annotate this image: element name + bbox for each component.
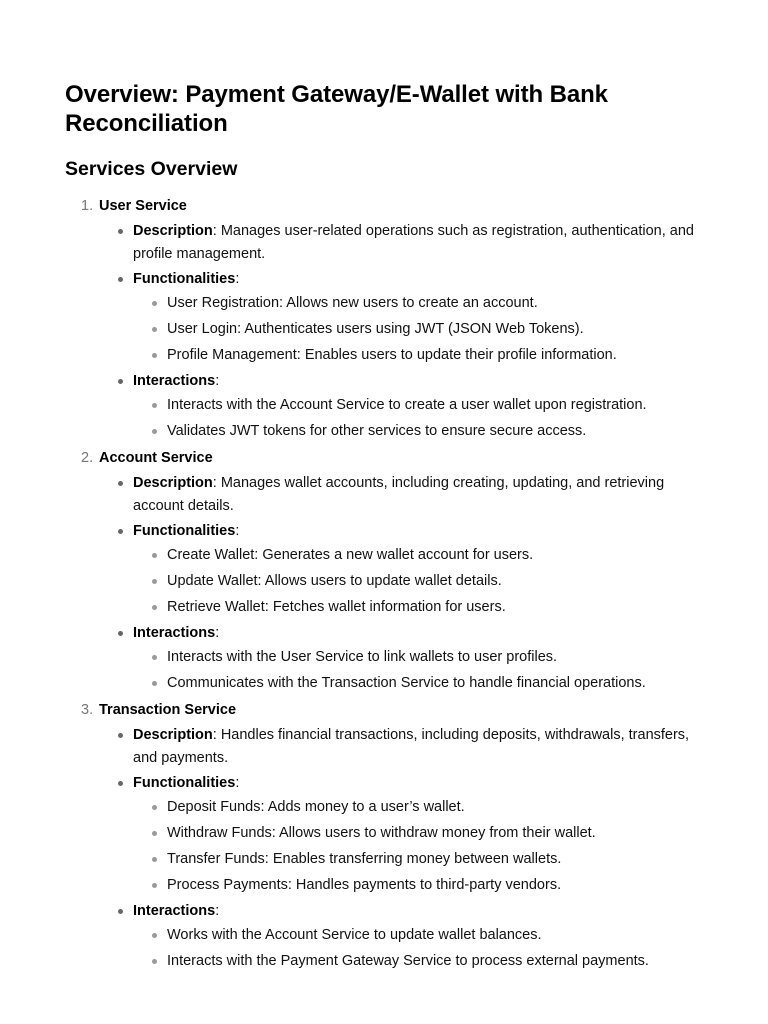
- bullet-icon: [152, 959, 157, 964]
- functionalities-list: [133, 292, 708, 367]
- service-title: Transaction Service: [99, 702, 237, 718]
- list-item-text: Interacts with the User Service to link wallets to user profiles.: [167, 649, 558, 665]
- list-item-text: Interacts with the Account Service to create a user wallet upon registration.: [167, 397, 647, 413]
- list-item: [133, 796, 708, 819]
- list-item-text: User Login: Authenticates users using JWT (JSON Web Tokens).: [167, 321, 584, 337]
- bullet-icon: [118, 529, 123, 534]
- interactions-list: [133, 924, 708, 973]
- service-title: User Service: [99, 198, 187, 214]
- list-item: [133, 394, 708, 417]
- bullet-icon: [152, 857, 157, 862]
- interactions-label: Interactions: [133, 625, 216, 641]
- label-colon: :: [235, 775, 240, 791]
- service-title: Account Service: [99, 450, 213, 466]
- description-text: : Manages user-related operations such as registration, authentication, and profile management.: [133, 223, 694, 262]
- service-item: [65, 698, 708, 973]
- functionalities-item: [99, 520, 708, 619]
- bullet-icon: [152, 933, 157, 938]
- label-colon: :: [215, 903, 220, 919]
- list-item: [133, 596, 708, 619]
- list-item-text: Profile Management: Enables users to update their profile information.: [167, 347, 617, 363]
- list-item: [133, 848, 708, 871]
- service-details: [99, 472, 708, 695]
- list-item-text: Works with the Account Service to update wallet balances.: [167, 927, 542, 943]
- list-item-text: Transfer Funds: Enables transferring money between wallets.: [167, 851, 562, 867]
- list-item: [133, 924, 708, 947]
- bullet-icon: [152, 883, 157, 888]
- description-label: Description: [133, 475, 213, 491]
- interactions-label: Interactions: [133, 373, 216, 389]
- description-label: Description: [133, 727, 213, 743]
- list-item: [133, 874, 708, 897]
- functionalities-list: [133, 796, 708, 897]
- list-item: [133, 672, 708, 695]
- functionalities-item: [99, 268, 708, 367]
- list-item-text: Process Payments: Handles payments to third-party vendors.: [167, 877, 562, 893]
- bullet-icon: [152, 805, 157, 810]
- label-colon: :: [215, 373, 220, 389]
- functionalities-label: Functionalities: [133, 271, 236, 287]
- interactions-item: [99, 370, 708, 443]
- service-item: [65, 446, 708, 695]
- functionalities-label: Functionalities: [133, 775, 236, 791]
- list-item-text: Create Wallet: Generates a new wallet account for users.: [167, 547, 534, 563]
- interactions-label: Interactions: [133, 903, 216, 919]
- interactions-list: [133, 394, 708, 443]
- list-item-text: Update Wallet: Allows users to update wallet details.: [167, 573, 502, 589]
- functionalities-label: Functionalities: [133, 523, 236, 539]
- service-number: 1.: [81, 198, 94, 214]
- list-item-text: Interacts with the Payment Gateway Service to process external payments.: [167, 953, 649, 969]
- description-item: [99, 220, 708, 266]
- description-item: [99, 724, 708, 770]
- bullet-icon: [118, 733, 123, 738]
- bullet-icon: [152, 655, 157, 660]
- service-details: [99, 724, 708, 973]
- label-colon: :: [235, 271, 240, 287]
- bullet-icon: [152, 831, 157, 836]
- interactions-list: [133, 646, 708, 695]
- description-text: : Handles financial transactions, including deposits, withdrawals, transfers, and payments.: [133, 727, 690, 766]
- service-number: 3.: [81, 702, 94, 718]
- bullet-icon: [118, 277, 123, 282]
- description-label: Description: [133, 223, 213, 239]
- functionalities-list: [133, 544, 708, 619]
- functionalities-item: [99, 772, 708, 897]
- bullet-icon: [118, 481, 123, 486]
- bullet-icon: [152, 429, 157, 434]
- list-item: [133, 292, 708, 315]
- bullet-icon: [152, 553, 157, 558]
- bullet-icon: [152, 327, 157, 332]
- list-item: [133, 950, 708, 973]
- list-item: [133, 570, 708, 593]
- service-item: [65, 194, 708, 443]
- list-item-text: Validates JWT tokens for other services to ensure secure access.: [167, 423, 587, 439]
- list-item: [133, 420, 708, 443]
- services-list: [65, 194, 708, 973]
- list-item: [133, 646, 708, 669]
- section-heading: Services Overview: [65, 158, 238, 180]
- bullet-icon: [152, 353, 157, 358]
- service-details: [99, 220, 708, 443]
- service-number: 2.: [81, 450, 94, 466]
- list-item: [133, 544, 708, 567]
- list-item-text: Withdraw Funds: Allows users to withdraw money from their wallet.: [167, 825, 596, 841]
- interactions-item: [99, 900, 708, 973]
- bullet-icon: [118, 631, 123, 636]
- list-item: [133, 822, 708, 845]
- bullet-icon: [152, 579, 157, 584]
- page-title: Overview: Payment Gateway/E-Wallet with Bank Reconciliation: [65, 81, 608, 137]
- list-item-text: User Registration: Allows new users to create an account.: [167, 295, 538, 311]
- bullet-icon: [118, 781, 123, 786]
- label-colon: :: [215, 625, 220, 641]
- list-item-text: Deposit Funds: Adds money to a user’s wallet.: [167, 799, 465, 815]
- bullet-icon: [118, 229, 123, 234]
- description-item: [99, 472, 708, 518]
- bullet-icon: [118, 909, 123, 914]
- description-text: : Manages wallet accounts, including creating, updating, and retrieving account details.: [133, 475, 665, 514]
- label-colon: :: [235, 523, 240, 539]
- list-item: [133, 318, 708, 341]
- bullet-icon: [152, 301, 157, 306]
- list-item-text: Communicates with the Transaction Service to handle financial operations.: [167, 675, 646, 691]
- bullet-icon: [152, 605, 157, 610]
- bullet-icon: [118, 379, 123, 384]
- interactions-item: [99, 622, 708, 695]
- list-item: [133, 344, 708, 367]
- list-item-text: Retrieve Wallet: Fetches wallet information for users.: [167, 599, 506, 615]
- bullet-icon: [152, 403, 157, 408]
- bullet-icon: [152, 681, 157, 686]
